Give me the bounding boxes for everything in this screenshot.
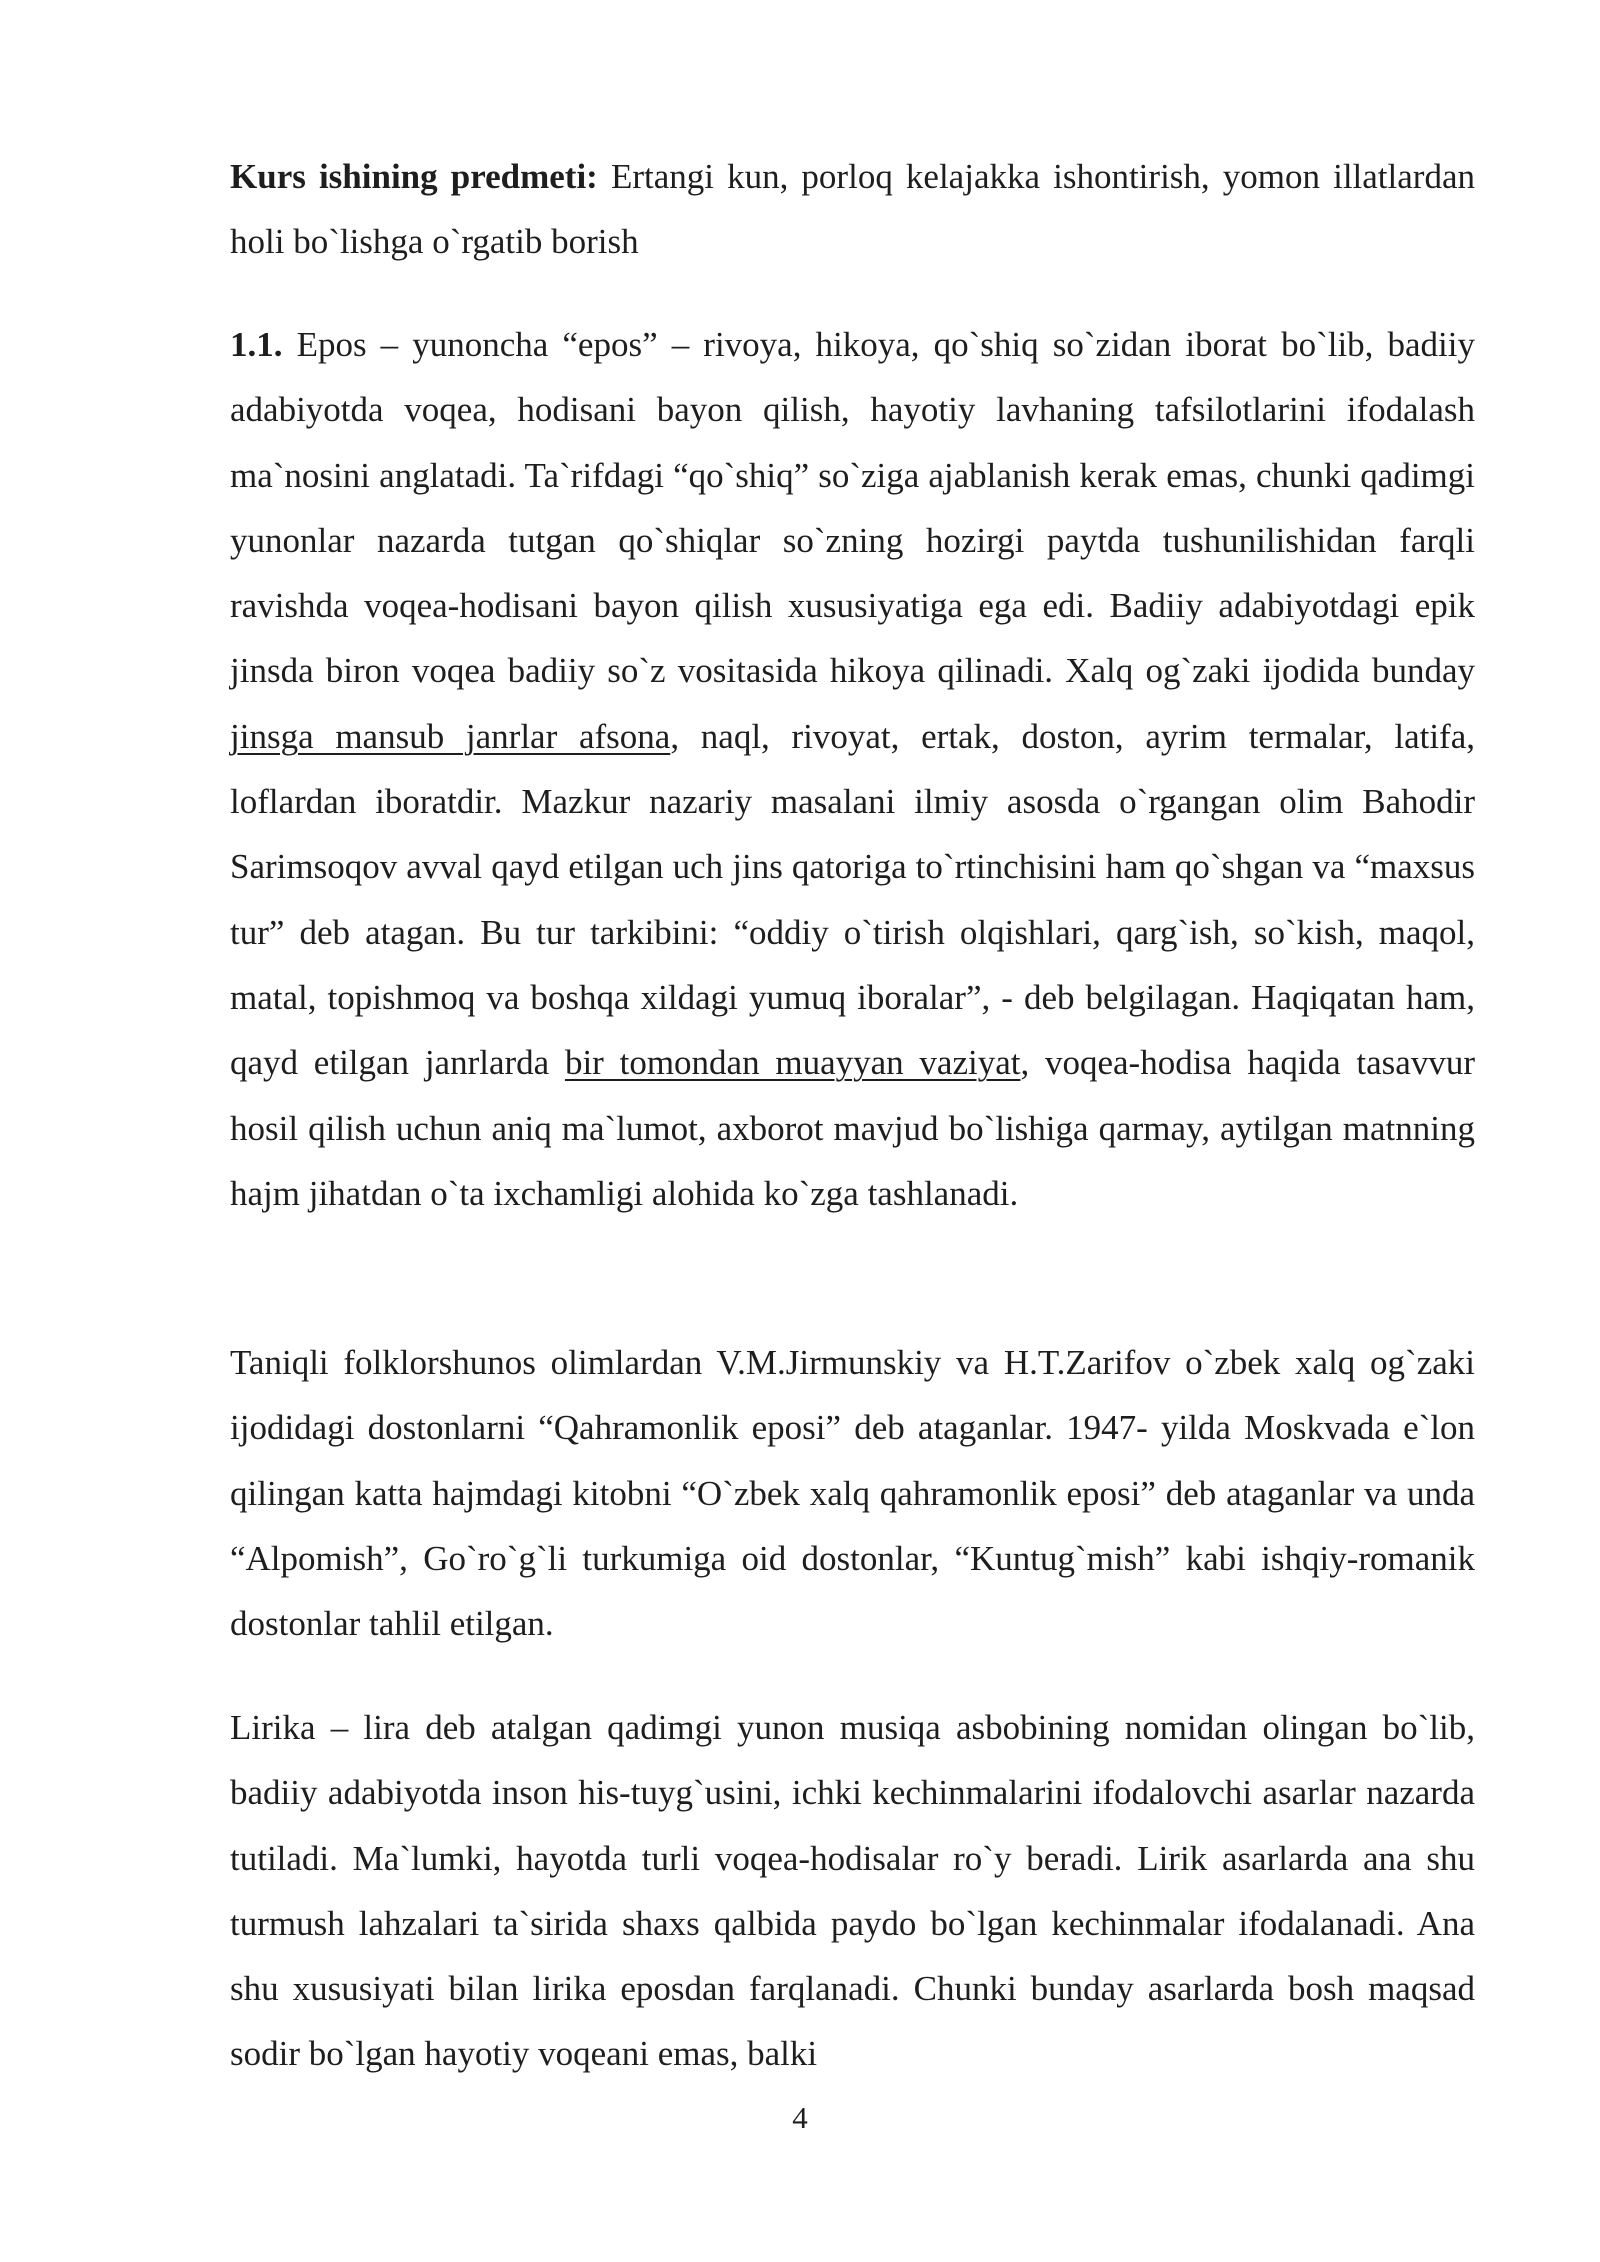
section-number: 1.1. bbox=[230, 325, 283, 364]
folklorists-paragraph: Taniqli folklorshunos olimlardan V.M.Jirmunskiy va H.T.Zarifov o`zbek xalq og`zaki ijodidagi dostonlarni “Qahramonlik eposi” deb ataganlar. 1947- yilda Moskvada e`lon qilingan katta hajmdagi kitobni “O`zbek xalq qahramonlik eposi” deb ataganlar va unda “Alpomish”, Go`ro`g`li turkumiga oid dostonlar, “Kuntug`mish” kabi ishqiy-romanik dostonlar tahlil etilgan. bbox=[230, 1343, 1475, 1644]
course-subject-paragraph bbox=[230, 144, 1475, 275]
section-text-part-1: Epos – yunoncha “epos” – rivoya, hikoya, qo`shiq so`zidan iborat bo`lib, badiiy adabiyotda voqea, hodisani bayon qilish, hayotiy lavhaning tafsilotlarini ifodalash ma`nosini anglatadi. Ta`rifdagi “qo`shiq” so`ziga ajablanish kerak emas, chunki qadimgi yunonlar nazarda tutgan qo`shiqlar so`zning hozirgi paytda tushunilishidan farqli ravishda voqea-hodisani bayon qilish xususiyatiga ega edi. Badiiy adabiyotdagi epik jinsda biron voqea badiiy so`z vositasida hikoya qilinadi. Xalq og`zaki ijodida bunday bbox=[230, 325, 1475, 691]
underlined-phrase-genres: jinsga mansub janrlar afsona bbox=[230, 716, 671, 756]
section-1-1-paragraph bbox=[230, 312, 1475, 1226]
section-text-part-3: , voqea-hodisa haqida tasavvur hosil qilish uchun aniq ma`lumot, axborot mavjud bo`lishiga qarmay, aytilgan matnning hajm jihatdan o`ta ixchamligi alohida ko`zga tashlanadi. bbox=[230, 1043, 1475, 1213]
underlined-phrase-situation: bir tomondan muayyan vaziyat bbox=[564, 1043, 1021, 1083]
lyric-paragraph: Lirika – lira deb atalgan qadimgi yunon musiqa asbobining nomidan olingan bo`lib, badiiy adabiyotda inson his-tuyg`usini, ichki kechinmalarini ifodalovchi asarlar nazarda tutiladi. Ma`lumki, hayotda turli voqea-hodisalar ro`y beradi. Lirik asarlarda ana shu turmush lahzalari ta`sirida shaxs qalbida paydo bo`lgan kechinmalar ifodalanadi. Ana shu xususiyati bilan lirika eposdan farqlanadi. Chunki bunday asarlarda bosh maqsad sodir bo`lgan hayotiy voqeani emas, balki bbox=[230, 1708, 1475, 2074]
course-subject-label: Kurs ishining predmeti: bbox=[230, 157, 598, 196]
page-number: 4 bbox=[792, 2100, 808, 2135]
course-subject-text: Ertangi kun, porloq kelajakka ishontirish, yomon illatlardan holi bo`lishga o`rgatib borish bbox=[230, 157, 1475, 262]
section-text-part-2: , naql, rivoyat, ertak, doston, ayrim termalar, latifa, loflardan iboratdir. Mazkur nazariy masalani ilmiy asosda o`rgangan olim Bahodir Sarimsoqov avval qayd etilgan uch jins qatoriga to`rtinchisini ham qo`shgan va “maxsus tur” deb atagan. Bu tur tarkibini: “oddiy o`tirish olqishlari, qarg`ish, so`kish, maqol, matal, topishmoq va boshqa xildagi yumuq iboralar”, - deb belgilagan. Haqiqatan ham, qayd etilgan janrlarda bbox=[230, 716, 1475, 1083]
